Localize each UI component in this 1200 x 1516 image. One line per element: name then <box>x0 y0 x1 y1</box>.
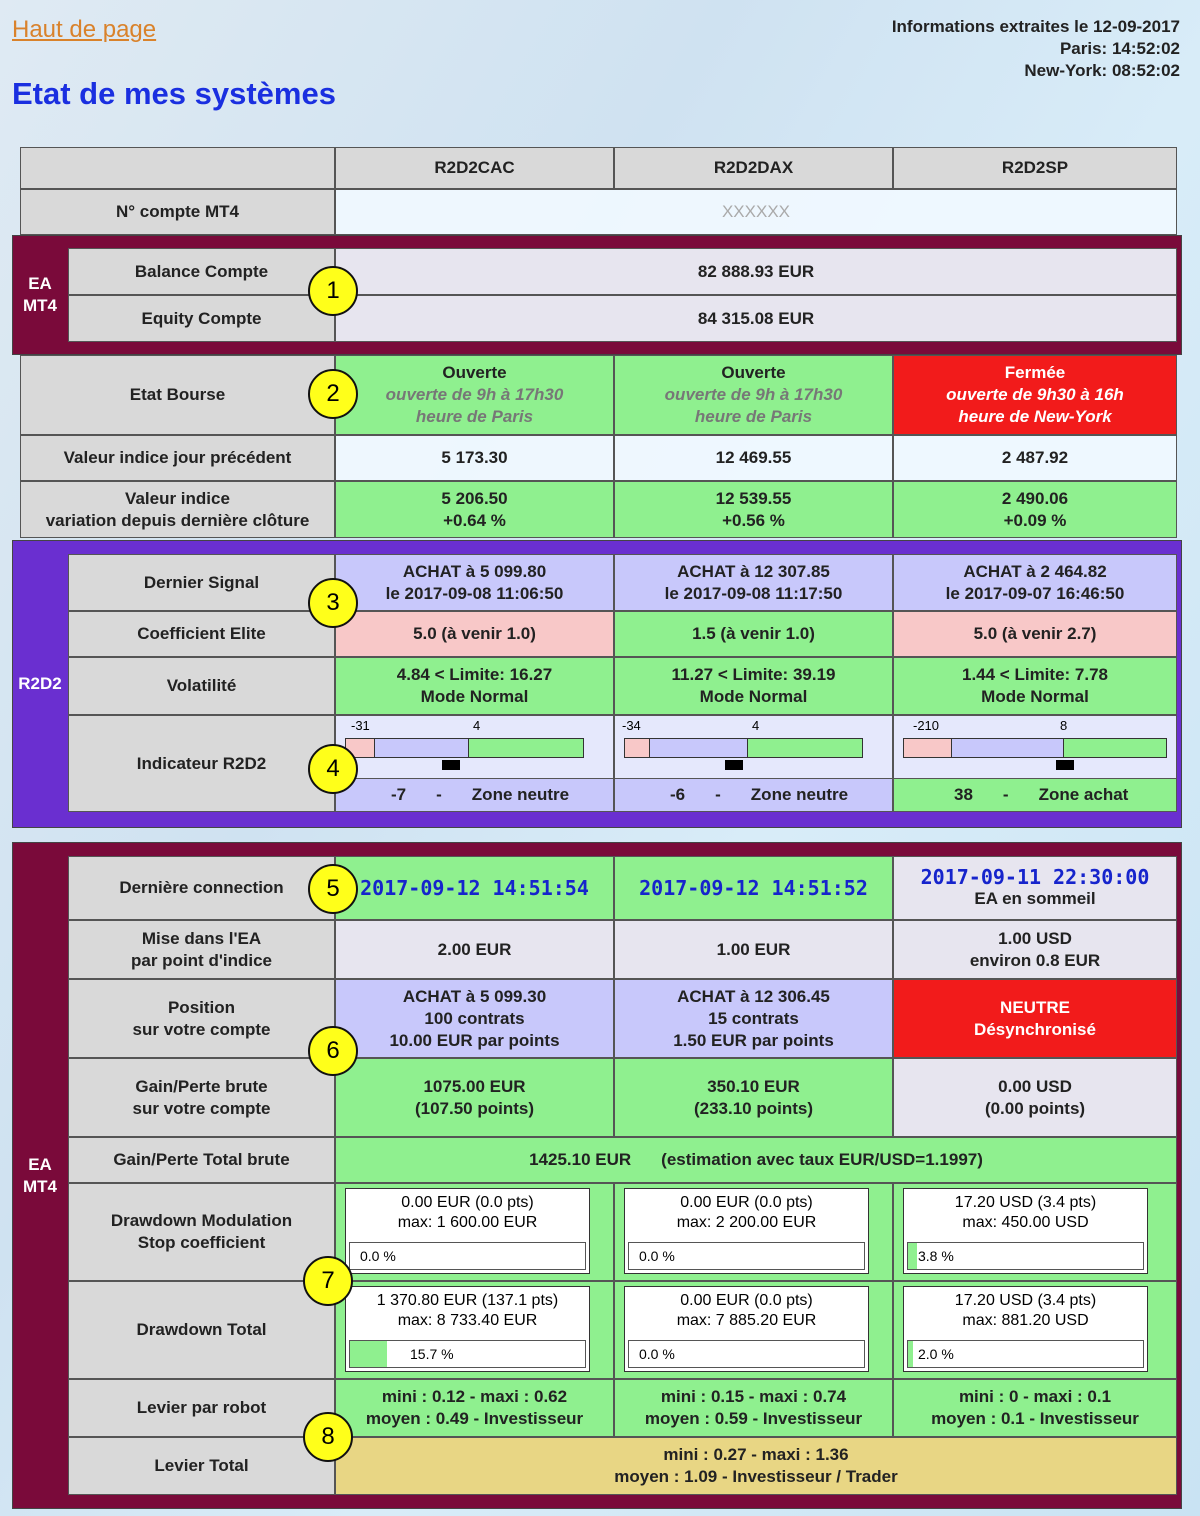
dd-total-box-dax: 0.00 EUR (0.0 pts) max: 7 885.20 EUR 0.0 % <box>624 1286 869 1372</box>
account-label: N° compte MT4 <box>20 189 335 235</box>
indicator-gauge-cac <box>335 718 594 774</box>
gain-label: Gain/Perte brute sur votre compte <box>68 1058 335 1137</box>
section-label-r2d2: R2D2 <box>18 674 62 693</box>
market-state-dax: Ouverte ouverte de 9h à 17h30 heure de Paris <box>614 355 893 435</box>
last-connection-cac: 2017-09-12 14:51:54 <box>335 856 614 920</box>
balance-label: Balance Compte <box>68 248 335 295</box>
indicator-low-dax: -34 <box>622 718 641 733</box>
top-link[interactable]: Haut de page <box>12 16 157 43</box>
dd-modulation-box-sp: 17.20 USD (3.4 pts) max: 450.00 USD 3.8 % <box>903 1188 1148 1274</box>
leverage-sp: mini : 0 - maxi : 0.1 moyen : 0.1 - Investisseur <box>893 1379 1177 1437</box>
info-newyork: New-York: 08:52:02 <box>1024 61 1180 80</box>
leverage-label: Levier par robot <box>68 1379 335 1437</box>
gain-total-label: Gain/Perte Total brute <box>68 1137 335 1183</box>
equity-label: Equity Compte <box>68 295 335 342</box>
market-state-sp: Fermée ouverte de 9h30 à 16h heure de New-York <box>893 355 1177 435</box>
position-sp: NEUTRE Désynchronisé <box>893 979 1177 1058</box>
dd-total-label: Drawdown Total <box>68 1281 335 1379</box>
balance-value: 82 888.93 EUR <box>335 248 1177 295</box>
info-block <box>892 16 1180 82</box>
marker-2: 2 <box>308 369 358 419</box>
indicator-zone-cac: -7 - Zone neutre <box>335 778 614 812</box>
account-number: XXXXXX <box>335 189 1177 235</box>
volatility-label: Volatilité <box>68 657 335 715</box>
prev-value-sp: 2 487.92 <box>893 435 1177 481</box>
gain-cac: 1075.00 EUR (107.50 points) <box>335 1058 614 1137</box>
dd-total-bar-cac: 15.7 % <box>349 1340 586 1368</box>
indicator-marker-sp <box>1056 760 1074 770</box>
last-signal-cac: ACHAT à 5 099.80 le 2017-09-08 11:06:50 <box>335 554 614 611</box>
position-label: Position sur votre compte <box>68 979 335 1058</box>
indicator-gauge-dax <box>614 718 873 774</box>
indicator-high-cac: 4 <box>473 718 481 733</box>
gain-sp: 0.00 USD (0.00 points) <box>893 1058 1177 1137</box>
index-value-dax: 12 539.55 +0.56 % <box>614 481 893 538</box>
stake-dax: 1.00 EUR <box>614 920 893 979</box>
indicator-label: Indicateur R2D2 <box>68 715 335 812</box>
prev-value-cac: 5 173.30 <box>335 435 614 481</box>
dd-total-box-sp: 17.20 USD (3.4 pts) max: 881.20 USD 2.0 % <box>903 1286 1148 1372</box>
dd-total-box-cac: 1 370.80 EUR (137.1 pts) max: 8 733.40 EUR 15.7 % <box>345 1286 590 1372</box>
indicator-zone-sp: 38 - Zone achat <box>893 778 1177 812</box>
last-signal-dax: ACHAT à 12 307.85 le 2017-09-08 11:17:50 <box>614 554 893 611</box>
coef-elite-label: Coefficient Elite <box>68 611 335 657</box>
last-connection-label: Dernière connection <box>68 856 335 920</box>
coef-elite-dax: 1.5 (à venir 1.0) <box>614 611 893 657</box>
stake-cac: 2.00 EUR <box>335 920 614 979</box>
volatility-cac: 4.84 < Limite: 16.27 Mode Normal <box>335 657 614 715</box>
position-cac: ACHAT à 5 099.30 100 contrats 10.00 EUR par points <box>335 979 614 1058</box>
indicator-high-sp: 8 <box>1060 718 1068 733</box>
system-header-dax: R2D2DAX <box>614 147 893 189</box>
indicator-low-sp: -210 <box>913 718 940 733</box>
position-dax: ACHAT à 12 306.45 15 contrats 1.50 EUR par points <box>614 979 893 1058</box>
stake-sp: 1.00 USD environ 0.8 EUR <box>893 920 1177 979</box>
marker-6: 6 <box>308 1026 358 1076</box>
dd-total-bar-sp: 2.0 % <box>907 1340 1144 1368</box>
leverage-total-value: mini : 0.27 - maxi : 1.36 moyen : 1.09 - Investisseur / Trader <box>335 1437 1177 1495</box>
dd-total-bar-dax: 0.0 % <box>628 1340 865 1368</box>
market-state-label: Etat Bourse <box>20 355 335 435</box>
coef-elite-cac: 5.0 (à venir 1.0) <box>335 611 614 657</box>
marker-1: 1 <box>308 266 358 316</box>
last-signal-sp: ACHAT à 2 464.82 le 2017-09-07 16:46:50 <box>893 554 1177 611</box>
volatility-dax: 11.27 < Limite: 39.19 Mode Normal <box>614 657 893 715</box>
system-header-cac: R2D2CAC <box>335 147 614 189</box>
indicator-high-dax: 4 <box>752 718 760 733</box>
dd-modulation-label: Drawdown Modulation Stop coefficient <box>68 1183 335 1281</box>
indicator-gauge-sp <box>893 718 1177 774</box>
index-value-label: Valeur indice variation depuis dernière clôture <box>20 481 335 538</box>
last-connection-dax: 2017-09-12 14:51:52 <box>614 856 893 920</box>
dd-modulation-bar-sp: 3.8 % <box>907 1242 1144 1270</box>
info-date: Informations extraites le 12-09-2017 <box>891 17 1180 36</box>
indicator-zone-dax: -6 - Zone neutre <box>614 778 893 812</box>
marker-4: 4 <box>308 744 358 794</box>
equity-value: 84 315.08 EUR <box>335 295 1177 342</box>
gain-dax: 350.10 EUR (233.10 points) <box>614 1058 893 1137</box>
indicator-marker-dax <box>725 760 743 770</box>
dd-modulation-bar-cac: 0.0 % <box>349 1242 586 1270</box>
coef-elite-sp: 5.0 (à venir 2.7) <box>893 611 1177 657</box>
leverage-dax: mini : 0.15 - maxi : 0.74 moyen : 0.59 - Investisseur <box>614 1379 893 1437</box>
page-title: Etat de mes systèmes <box>12 76 336 111</box>
index-value-cac: 5 206.50 +0.64 % <box>335 481 614 538</box>
info-paris: Paris: 14:52:02 <box>1059 39 1180 58</box>
corner-cell <box>20 147 335 189</box>
prev-value-dax: 12 469.55 <box>614 435 893 481</box>
marker-3: 3 <box>308 578 358 628</box>
system-header-sp: R2D2SP <box>893 147 1177 189</box>
marker-5: 5 <box>308 864 358 914</box>
dd-modulation-box-dax: 0.00 EUR (0.0 pts) max: 2 200.00 EUR 0.0 % <box>624 1188 869 1274</box>
gain-total-value: 1425.10 EUR (estimation avec taux EUR/USD=1.1997) <box>335 1137 1177 1183</box>
marker-8: 8 <box>303 1412 353 1462</box>
last-connection-sp: 2017-09-11 22:30:00 EA en sommeil <box>893 856 1177 920</box>
indicator-low-cac: -31 <box>351 718 370 733</box>
market-state-cac: Ouverte ouverte de 9h à 17h30 heure de Paris <box>335 355 614 435</box>
prev-value-label: Valeur indice jour précédent <box>20 435 335 481</box>
dd-modulation-bar-dax: 0.0 % <box>628 1242 865 1270</box>
leverage-cac: mini : 0.12 - maxi : 0.62 moyen : 0.49 - Investisseur <box>335 1379 614 1437</box>
index-value-sp: 2 490.06 +0.09 % <box>893 481 1177 538</box>
volatility-sp: 1.44 < Limite: 7.78 Mode Normal <box>893 657 1177 715</box>
leverage-total-label: Levier Total <box>68 1437 335 1495</box>
section-label-ea-bottom: EA MT4 <box>23 1154 57 1196</box>
dd-modulation-box-cac: 0.00 EUR (0.0 pts) max: 1 600.00 EUR 0.0 % <box>345 1188 590 1274</box>
last-signal-label: Dernier Signal <box>68 554 335 611</box>
stake-label: Mise dans l'EA par point d'indice <box>68 920 335 979</box>
marker-7: 7 <box>303 1256 353 1306</box>
indicator-marker-cac <box>442 760 460 770</box>
section-label-ea-top: EA MT4 <box>23 274 57 315</box>
